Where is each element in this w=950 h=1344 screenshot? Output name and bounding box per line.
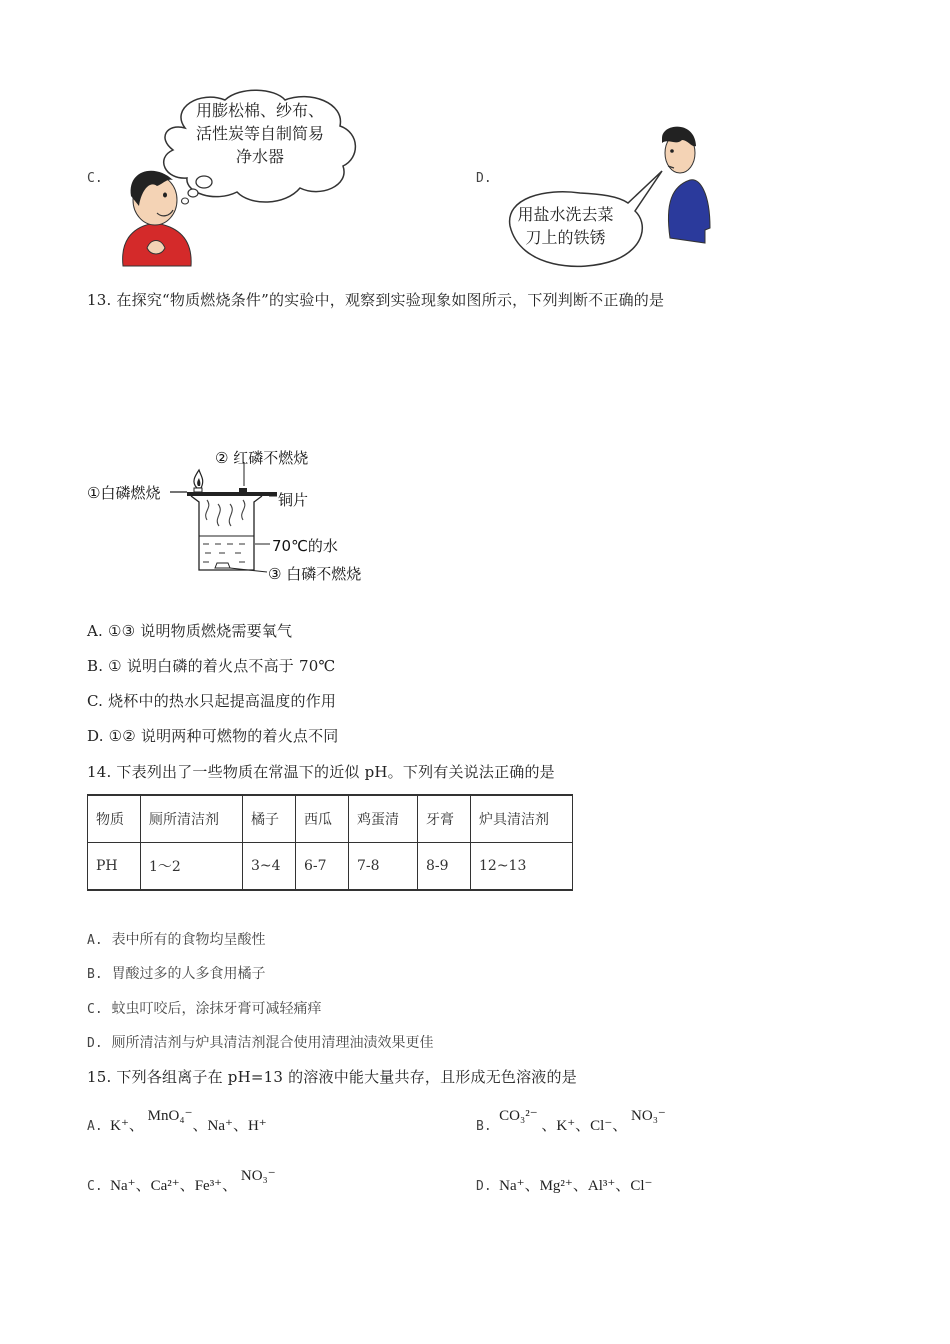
separator: 、: [135, 1178, 151, 1194]
table-cell: 鸡蛋清: [349, 795, 418, 843]
table-cell: 3~4: [243, 843, 296, 891]
option-letter: C.: [87, 1002, 103, 1017]
separator: 、: [615, 1178, 631, 1194]
q13-option-b: [87, 656, 335, 676]
option-text: 胃酸过多的人多食用橘子: [111, 966, 266, 982]
separator: 、: [541, 1118, 557, 1134]
ion-cl: Cl⁻: [590, 1118, 613, 1134]
q13-option-a: [87, 621, 292, 641]
option-letter: C.: [87, 692, 104, 710]
cloud-line-1: 用膨松棉、纱布、: [195, 101, 324, 120]
separator: 、: [192, 1118, 208, 1134]
option-text: ①② 说明两种可燃物的着火点不同: [108, 727, 339, 745]
bubble-line-1: 用盐水洗去菜: [517, 205, 614, 224]
option-letter: B.: [87, 657, 104, 675]
option-text: 厕所清洁剂与炉具清洁剂混合使用清理油渍效果更佳: [111, 1035, 434, 1051]
label-70c-water: 70℃的水: [272, 537, 338, 555]
q14-option-d: [87, 1032, 434, 1052]
label-white-phosphorus-burning: ①白磷燃烧: [87, 484, 161, 502]
man-figure-icon: [662, 127, 710, 243]
table-cell: 物质: [88, 795, 141, 843]
label-white-phosphorus-not-burning: ③ 白磷不燃烧: [268, 565, 362, 583]
ion-na: Na⁺: [110, 1178, 136, 1194]
q15-option-d: [476, 1174, 652, 1195]
option-letter: B.: [476, 1119, 492, 1134]
table-cell: 橘子: [243, 795, 296, 843]
ion-ca: Ca²⁺: [150, 1178, 180, 1194]
thought-cloud-text: [180, 99, 340, 168]
option-text: ①③ 说明物质燃烧需要氧气: [107, 622, 293, 640]
ion-no3: NO₃⁻: [631, 1108, 666, 1124]
ion-co3: CO₃²⁻: [499, 1108, 538, 1124]
q15-stem: 15. 下列各组离子在 pH=13 的溶液中能大量共存，且形成无色溶液的是: [87, 1068, 577, 1086]
q13-stem: 13. 在探究“物质燃烧条件”的实验中，观察到实验现象如图所示，下列判断不正确的是: [87, 291, 665, 309]
q15-option-b: [476, 1108, 666, 1135]
cloud-line-2: 活性炭等自制简易: [195, 124, 324, 143]
speech-bubble-icon: [500, 118, 725, 273]
option-letter: A.: [87, 1119, 103, 1134]
ion-k: K⁺: [110, 1118, 129, 1134]
separator: 、: [179, 1178, 195, 1194]
table-cell: 炉具清洁剂: [471, 795, 573, 843]
separator: 、: [222, 1178, 238, 1194]
q14-option-a: [87, 929, 266, 949]
table-cell: 7-8: [349, 843, 418, 891]
cloud-line-3: 净水器: [235, 147, 284, 166]
q13-option-d: [87, 726, 339, 746]
option-letter: D.: [87, 727, 104, 745]
separator: 、: [612, 1118, 628, 1134]
table-cell: 8-9: [418, 843, 471, 891]
option-letter: A.: [87, 933, 103, 948]
ion-cl: Cl⁻: [630, 1178, 653, 1194]
q13-option-c: [87, 691, 336, 711]
q15-option-c: [87, 1168, 276, 1195]
q14-option-b: [87, 963, 266, 983]
ph-table: [87, 794, 573, 891]
table-cell: PH: [88, 843, 141, 891]
ion-k: K⁺: [556, 1118, 576, 1134]
ion-mg: Mg²⁺: [539, 1178, 573, 1194]
table-cell: 12~13: [471, 843, 573, 891]
separator: 、: [575, 1118, 591, 1134]
table-row: [88, 843, 573, 891]
table-cell: 厕所清洁剂: [141, 795, 243, 843]
option-text: 蚊虫叮咬后，涂抹牙膏可减轻痛痒: [111, 1001, 322, 1017]
speech-bubble-text: [508, 203, 623, 249]
option-letter: B.: [87, 967, 103, 982]
ion-na: Na⁺: [499, 1178, 525, 1194]
boy-figure-icon: [123, 171, 192, 266]
bubble-line-2: 刀上的铁锈: [525, 228, 606, 247]
separator: 、: [232, 1118, 248, 1134]
ion-fe: Fe³⁺: [194, 1178, 223, 1194]
ion-al: Al³⁺: [587, 1178, 616, 1194]
ion-h: H⁺: [247, 1118, 267, 1134]
separator: 、: [128, 1118, 144, 1134]
q14-stem: 14. 下表列出了一些物质在常温下的近似 pH。下列有关说法正确的是: [87, 763, 555, 781]
label-copper-sheet: 铜片: [278, 491, 309, 509]
table-cell: 西瓜: [296, 795, 349, 843]
separator: 、: [572, 1178, 588, 1194]
table-cell: 1～2: [141, 843, 243, 891]
ion-no3: NO₃⁻: [240, 1168, 276, 1184]
option-text: ① 说明白磷的着火点不高于 70℃: [108, 657, 336, 675]
option-letter: C.: [87, 1179, 103, 1194]
ion-mno4: MnO₄⁻: [147, 1108, 193, 1124]
table-header-row: [88, 795, 573, 843]
q14-option-c: [87, 998, 322, 1018]
q12-option-c-letter: C.: [87, 171, 103, 186]
option-text: 烧杯中的热水只起提高温度的作用: [108, 692, 337, 710]
separator: 、: [524, 1178, 540, 1194]
option-letter: D.: [476, 1179, 492, 1194]
table-cell: 牙膏: [418, 795, 471, 843]
table-cell: 6-7: [296, 843, 349, 891]
option-text: 表中所有的食物均呈酸性: [111, 932, 266, 948]
ion-na: Na⁺: [207, 1118, 233, 1134]
q15-option-a: [87, 1108, 267, 1135]
option-letter: D.: [87, 1036, 103, 1051]
label-red-phosphorus-not-burning: ② 红磷不燃烧: [215, 449, 309, 467]
option-letter: A.: [87, 622, 104, 640]
q12-option-d-letter: D.: [476, 171, 492, 186]
q12-option-d-illustration: [500, 118, 725, 273]
